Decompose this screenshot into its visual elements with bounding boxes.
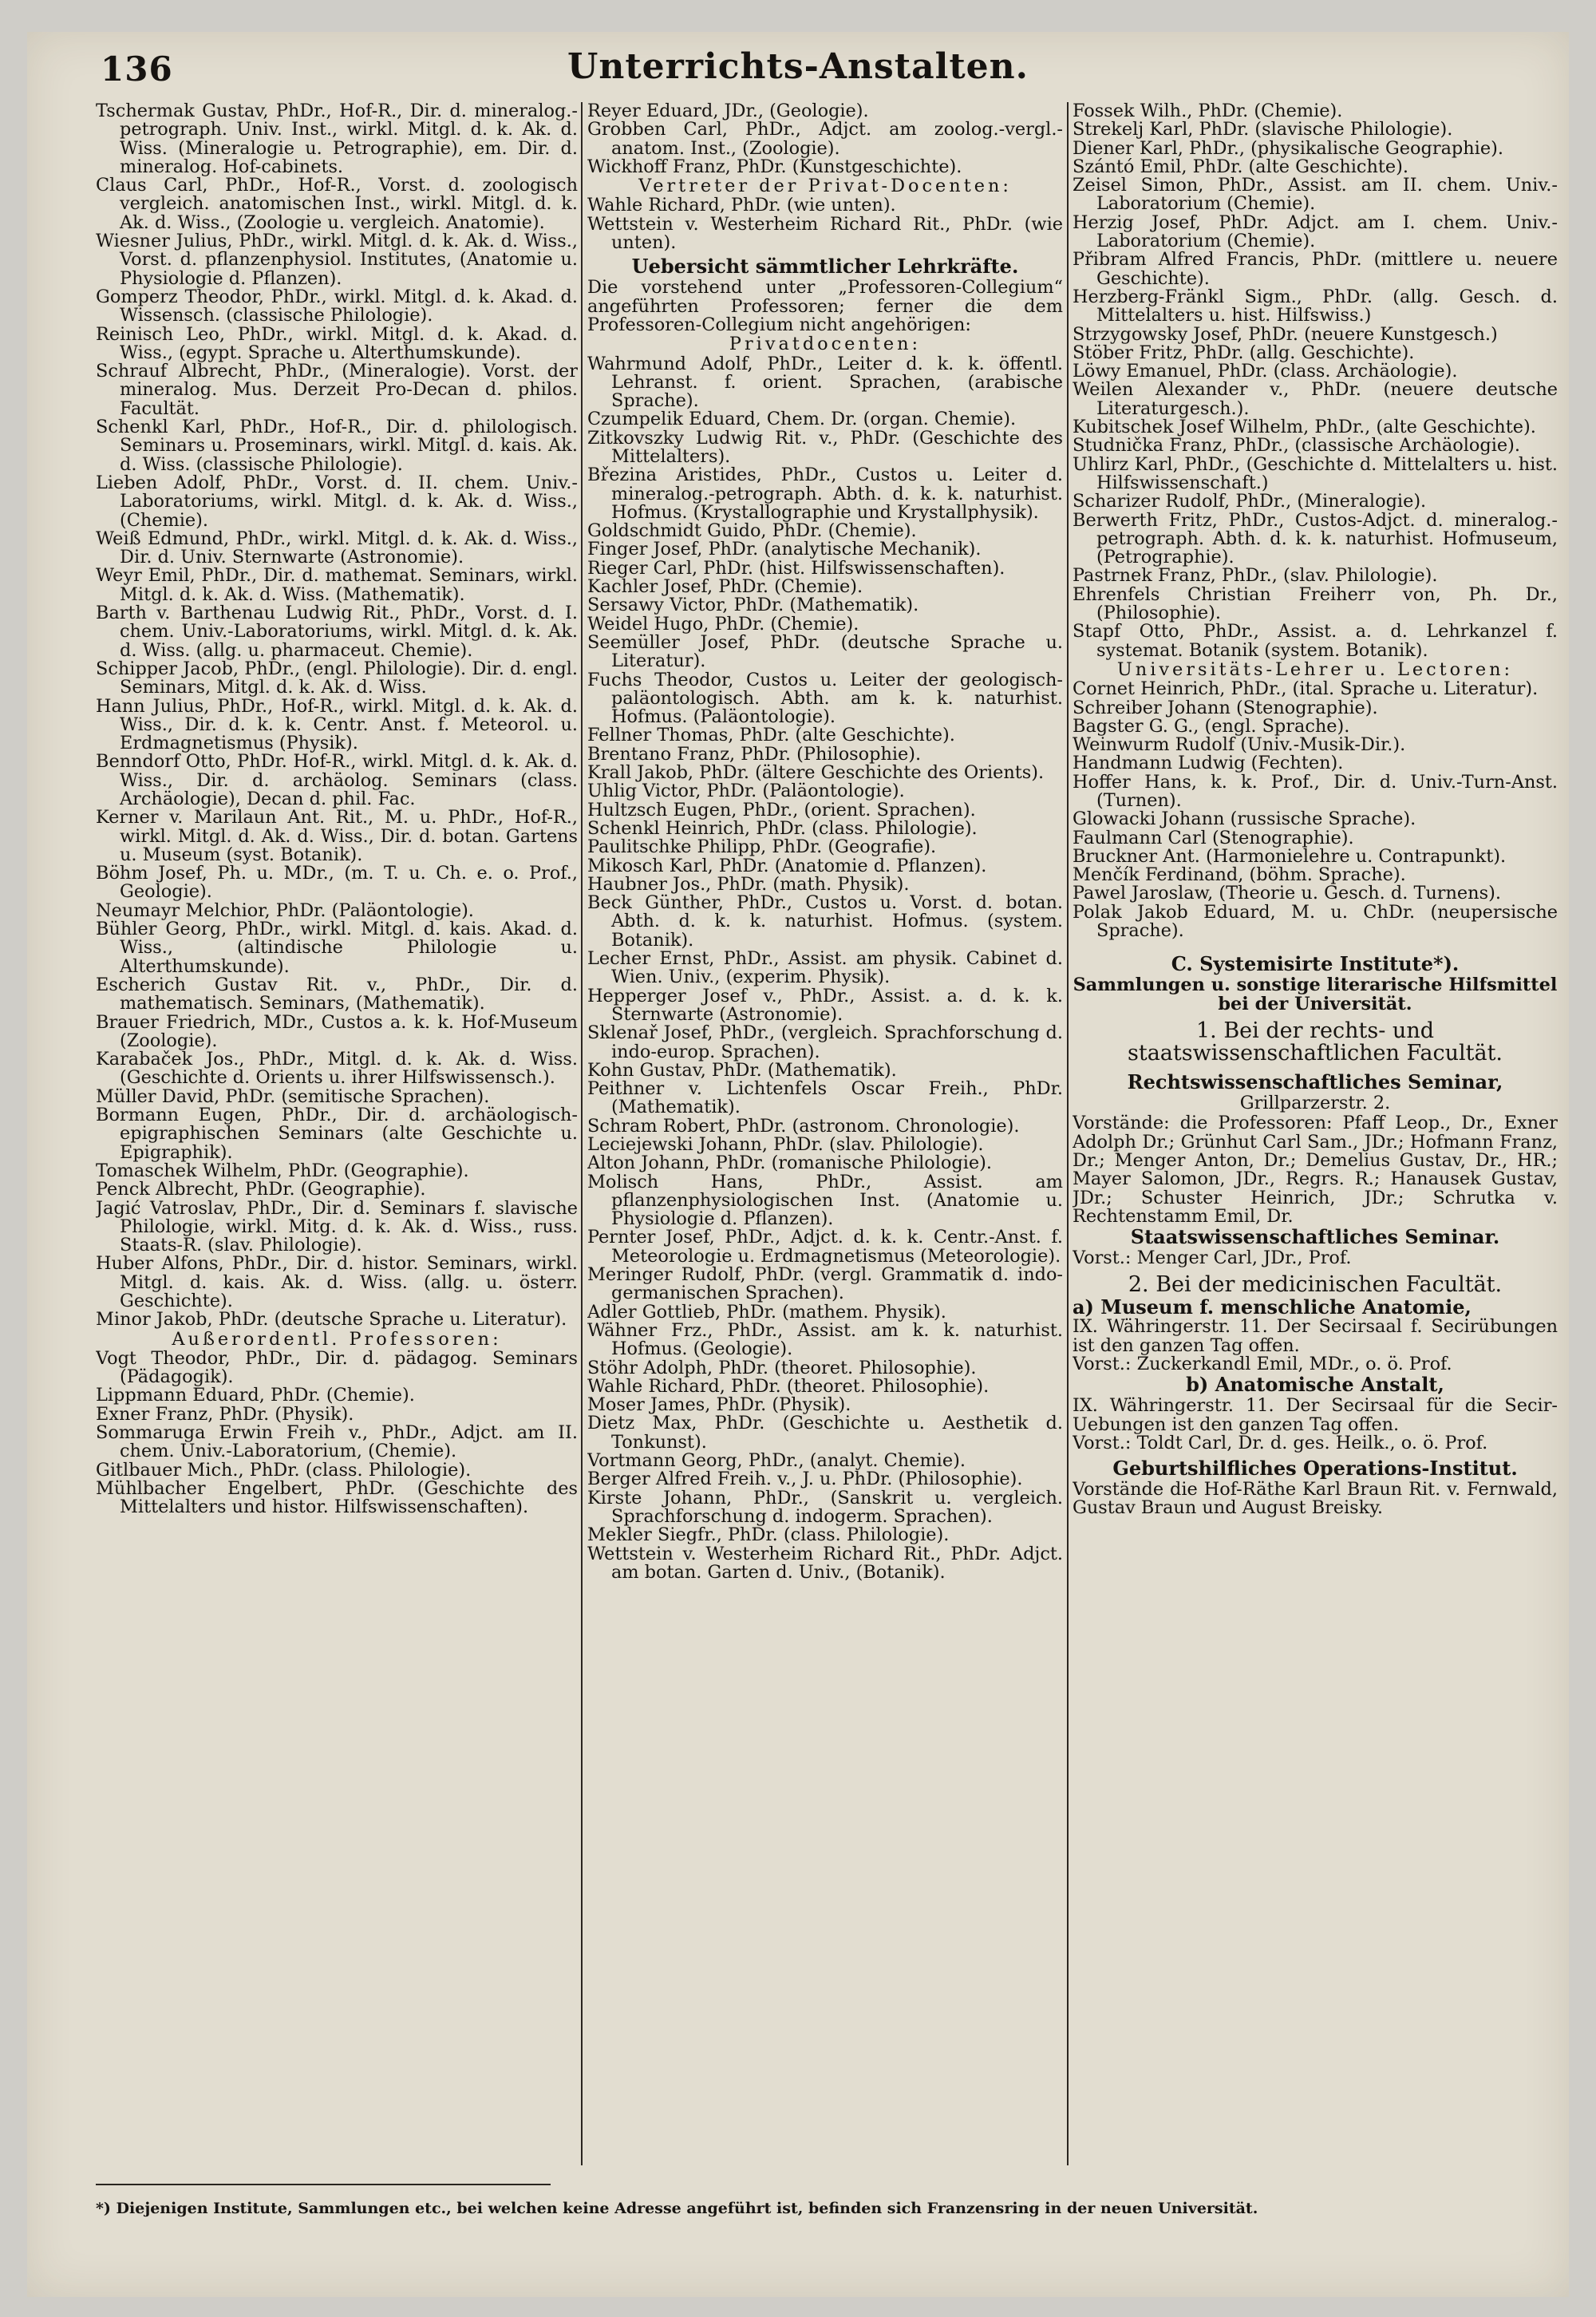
overview-text: Die vorstehend unter „Professoren-Collegium“ angeführten Professoren; ferner die dem Professoren-Collegium nicht angehörigen: [587,277,1063,335]
entry: Minor Jakob, PhDr. (deutsche Sprache u. Literatur). [96,1309,567,1330]
entry: Kachler Josef, PhDr. (Chemie). [587,576,863,598]
entry: Strzygowsky Josef, PhDr. (neuere Kunstgesch.) [1073,323,1498,345]
entry: Czumpelik Eduard, Chem. Dr. (organ. Chemie). [587,409,1017,430]
col2-entries-top [587,102,1063,176]
anat-title: b) Anatomische Anstalt, [1186,1373,1444,1397]
column-1 [96,102,578,2165]
entry: Schenkl Karl, PhDr., Hof-R., Dir. d. philologisch. Seminars u. Proseminars, wirkl. Mitgl. d. kais. Ak. d. Wiss. (classische Philologie). [96,417,578,475]
entry: Přibram Alfred Francis, PhDr. (mittlere u. neuere Geschichte). [1073,249,1558,289]
rw-seminar-address: Grillparzerstr. 2. [1239,1093,1391,1114]
entry: Zeisel Simon, PhDr., Assist. am II. chem. Univ.-Laboratorium (Chemie). [1073,175,1558,215]
entry: Gitlbauer Mich., PhDr. (class. Philologie). [96,1459,472,1481]
entry: Bruckner Ant. (Harmonielehre u. Contrapunkt). [1073,845,1507,867]
entry: Scharizer Rudolf, PhDr., (Mineralogie). [1073,491,1427,512]
entry: Hepperger Josef v., PhDr., Assist. a. d. k. k. Sternwarte (Astronomie). [587,985,1063,1025]
entry: Wähner Frz., PhDr., Assist. am k. k. naturhist. Hofmus. (Geologie). [587,1319,1063,1360]
extraordinary-professors-heading: Außerordentl. Professoren: [172,1328,502,1350]
section-c-heading: C. Systemisirte Institute*). [1171,952,1460,976]
entry: Weidel Hugo, PhDr. (Chemie). [587,613,859,635]
column-divider-1 [581,102,583,2165]
entry: Reinisch Leo, PhDr., wirkl. Mitgl. d. k. Akad. d. Wiss., (egypt. Sprache u. Alterthumskunde). [96,323,578,363]
entry: Grobben Carl, PhDr., Adjct. am zoolog.-vergl.-anatom. Inst., (Zoologie). [587,119,1063,159]
ordinary-professors-list [96,102,578,1330]
entry: Leciejewski Johann, PhDr. (slav. Philologie). [587,1133,984,1155]
entry: Wettstein v. Westerheim Richard Rit., PhDr. (wie unten). [587,213,1063,254]
footnote-rule [96,2184,551,2185]
anat-text: IX. Währingerstr. 11. Der Secirsaal für die Secir-Uebungen ist den ganzen Tag offen. [1073,1395,1558,1435]
entry: Gomperz Theodor, PhDr., wirkl. Mitgl. d. k. Akad. d. Wissensch. (classische Philologie). [96,286,578,326]
entry: Goldschmidt Guido, PhDr. (Chemie). [587,520,917,542]
entry: Wiesner Julius, PhDr., wirkl. Mitgl. d. k. Ak. d. Wiss., Vorst. d. pflanzenphysiol. Institutes, (Anatomie u. Physiologie d. Pflanzen). [96,231,578,289]
entry: Kubitschek Josef Wilhelm, PhDr., (alte Geschichte). [1073,417,1536,438]
museum-vorst: Vorst.: Zuckerkandl Emil, MDr., o. ö. Prof. [1073,1353,1452,1374]
entry: Weyr Emil, PhDr., Dir. d. mathemat. Seminars, wirkl. Mitgl. d. k. Ak. d. Wiss. (Mathematik). [96,565,578,605]
running-title: Unterrichts-Anstalten. [567,46,1029,87]
entry: Vogt Theodor, PhDr., Dir. d. pädagog. Seminars (Pädagogik). [96,1347,578,1388]
entry: Rieger Carl, PhDr. (hist. Hilfswissenschaften). [587,557,1005,579]
entry: Weilen Alexander v., PhDr. (neuere deutsche Literaturgesch.). [1073,379,1558,419]
entry: Barth v. Barthenau Ludwig Rit., PhDr., Vorst. d. I. chem. Univ.-Laboratoriums, wirkl. Mitgl. d. k. Ak. d. Wiss. (allg. u. pharmaceut. Chemie). [96,603,578,661]
entry: Kerner v. Marilaun Ant. Rit., M. u. PhDr., Hof-R., wirkl. Mitgl. d. Ak. d. Wiss., Dir. d. botan. Gartens u. Museum (syst. Botanik). [96,807,578,865]
entry: Bühler Georg, PhDr., wirkl. Mitgl. d. kais. Akad. d. Wiss., (altindische Philologie u. Alterthumskunde). [96,919,578,977]
entry: Březina Aristides, PhDr., Custos u. Leiter d. mineralog.-petrograph. Abth. d. k. k. naturhist. Hofmus. (Krystallographie und Krystallphysik). [587,465,1063,523]
entry: Diener Karl, PhDr., (physikalische Geographie). [1073,137,1503,159]
entry: Schrauf Albrecht, PhDr., (Mineralogie). Vorst. der mineralog. Mus. Derzeit Pro-Decan d. philos. Facultät. [96,361,578,419]
entry: Wahle Richard, PhDr. (wie unten). [587,195,896,216]
entry: Uhlig Victor, PhDr. (Paläontologie). [587,781,905,802]
entry: Zitkovszky Ludwig Rit. v., PhDr. (Geschichte des Mittelalters). [587,427,1063,467]
geb-title: Geburtshilfliches Operations-Institut. [1112,1457,1518,1481]
entry: Beck Günther, PhDr., Custos u. Vorst. d. botan. Abth. d. k. k. naturhist. Hofmus. (system. Botanik). [587,892,1063,951]
column-2 [587,102,1063,2165]
entry: Haubner Jos., PhDr. (math. Physik). [587,873,910,895]
page-number: 136 [101,49,173,89]
entry: Fellner Thomas, PhDr. (alte Geschichte). [587,725,955,746]
entry: Wahrmund Adolf, PhDr., Leiter d. k. k. öffentl. Lehranst. f. orient. Sprachen, (arabische Sprache). [587,353,1063,412]
entry: Molisch Hans, PhDr., Assist. am pflanzenphysiologischen Inst. (Anatomie u. Physiologie d. Pflanzen). [587,1171,1063,1230]
entry: Kohn Gustav, PhDr. (Mathematik). [587,1059,897,1081]
entry: Lippmann Eduard, PhDr. (Chemie). [96,1385,415,1406]
entry: Pastrnek Franz, PhDr., (slav. Philologie). [1073,565,1438,587]
entry: Tschermak Gustav, PhDr., Hof-R., Dir. d. mineralog.-petrograph. Univ. Inst., wirkl. Mitgl. d. k. Ak. d. Wiss. (Mineralogie u. Petrographie), em. Dir. d. mineralog. Hof-cabinets. [96,102,578,177]
entry: Neumayr Melchior, PhDr. (Paläontologie). [96,900,474,921]
entry: Lieben Adolf, PhDr., Vorst. d. II. chem. Univ.-Laboratoriums, wirkl. Mitgl. d. k. Ak. d. Wiss., (Chemie). [96,472,578,531]
entry: Stöber Fritz, PhDr. (allg. Geschichte). [1073,342,1415,363]
entry: Böhm Josef, Ph. u. MDr., (m. T. u. Ch. e. o. Prof., Geologie). [96,863,578,903]
entry: Mekler Siegfr., PhDr. (class. Philologie). [587,1524,950,1546]
column-3 [1073,102,1558,2165]
entry: Kirste Johann, PhDr., (Sanskrit u. vergleich. Sprachforschung d. indogerm. Sprachen). [587,1487,1063,1527]
entry: Mühlbacher Engelbert, PhDr. (Geschichte des Mittelalters und histor. Hilfswissenschaften). [96,1477,578,1518]
entry: Handmann Ludwig (Fechten). [1073,753,1344,774]
entry: Benndorf Otto, PhDr. Hof-R., wirkl. Mitgl. d. k. Ak. d. Wiss., Dir. d. archäolog. Seminars (class. Archäologie), Decan d. phil. Fac. [96,751,578,809]
entry: Hultzsch Eugen, PhDr., (orient. Sprachen). [587,799,976,820]
entry: Brentano Franz, PhDr. (Philosophie). [587,743,922,765]
entry: Krall Jakob, PhDr. (ältere Geschichte des Orients). [587,762,1045,784]
entry: Adler Gottlieb, PhDr. (mathem. Physik). [587,1301,946,1323]
entry: Huber Alfons, PhDr., Dir. d. histor. Seminars, wirkl. Mitgl. d. kais. Ak. d. Wiss. (allg. u. österr. Geschichte). [96,1253,578,1311]
entry: Dietz Max, PhDr. (Geschichte u. Aesthetik d. Tonkunst). [587,1413,1063,1453]
entry: Exner Franz, PhDr. (Physik). [96,1403,354,1425]
entry: Stapf Otto, PhDr., Assist. a. d. Lehrkanzel f. systemat. Botanik (system. Botanik). [1073,621,1558,661]
entry: Cornet Heinrich, PhDr., (ital. Sprache u. Literatur). [1073,678,1539,700]
vertreter-heading: Vertreter der Privat-Docenten: [638,176,1012,197]
lectors-heading: Universitäts-Lehrer u. Lectoren: [1116,658,1514,680]
entry: Sersawy Victor, PhDr. (Mathematik). [587,595,919,616]
museum-title: a) Museum f. menschliche Anatomie, [1073,1295,1472,1319]
rw-seminar-text: Vorstände: die Professoren: Pfaff Leop., Dr., Exner Adolph Dr.; Grünhut Carl Sam., JDr.; Hofmann Franz, Dr.; Menger Anton, Dr.; Demelius Gustav, Dr., HR.; Mayer Salomon, JDr., Regrs. R.; Hanausek Gustav, JDr.; Schuster Heinrich, JDr.; Schrutka v. Rechtenstamm Emil, Dr. [1073,1113,1558,1227]
entry: Uhlirz Karl, PhDr., (Geschichte d. Mittelalters u. hist. Hilfswissenschaft.) [1073,453,1558,493]
entry: Hoffer Hans, k. k. Prof., Dir. d. Univ.-Turn-Anst. (Turnen). [1073,771,1558,811]
entry: Szántó Emil, PhDr. (alte Geschichte). [1073,156,1408,177]
entry: Paulitschke Philipp, PhDr. (Geografie). [587,836,937,858]
sw-seminar-text: Vorst.: Menger Carl, JDr., Prof. [1073,1247,1352,1269]
entry: Schreiber Johann (Stenographie). [1073,697,1378,718]
entry: Wickhoff Franz, PhDr. (Kunstgeschichte). [587,156,962,177]
col2-entries-vertreter [587,196,1063,252]
entry: Fuchs Theodor, Custos u. Leiter der geologisch-paläontologisch. Abth. am k. k. naturhist. Hofmus. (Paläontologie). [587,669,1063,728]
col3-privatdocenten-list [1073,102,1558,660]
column-divider-2 [1067,102,1069,2165]
museum-text: IX. Währingerstr. 11. Der Secirsaal f. Secirübungen ist den ganzen Tag offen. [1073,1316,1558,1356]
faculty-2-heading: 2. Bei der medicinischen Facultät. [1128,1272,1503,1298]
entry: Hann Julius, PhDr., Hof-R., wirkl. Mitgl. d. k. Ak. d. Wiss., Dir. d. k. k. Centr. Anst. f. Meteorol. u. Erdmagnetismus (Physik). [96,695,578,754]
entry: Menčík Ferdinand, (böhm. Sprache). [1073,864,1406,886]
entry: Weiß Edmund, PhDr., wirkl. Mitgl. d. k. Ak. d. Wiss., Dir. d. Univ. Sternwarte (Astronomie). [96,528,578,568]
extraordinary-professors-list [96,1347,578,1518]
privatdocenten-heading: Privatdocenten: [729,334,922,355]
entry: Lecher Ernst, PhDr., Assist. am physik. Cabinet d. Wien. Univ., (experim. Physik). [587,948,1063,988]
entry: Wettstein v. Westerheim Richard Rit., PhDr. Adjct. am botan. Garten d. Univ., (Botanik). [587,1543,1063,1583]
entry: Herzig Josef, PhDr. Adjct. am I. chem. Univ.-Laboratorium (Chemie). [1073,212,1558,252]
entry: Reyer Eduard, JDr., (Geologie). [587,102,869,121]
entry: Claus Carl, PhDr., Hof-R., Vorst. d. zoologisch vergleich. anatomischen Inst., wirkl. Mitgl. d. k. Ak. d. Wiss., (Zoologie u. vergleich. Anatomie). [96,175,578,233]
footnote: *) Diejenigen Institute, Sammlungen etc., bei welchen keine Adresse angeführt ist, befinden sich Franzensring in der neuen Universität. [96,2200,1258,2217]
entry: Sklenař Josef, PhDr., (vergleich. Sprachforschung d. indo-europ. Sprachen). [587,1022,1063,1062]
entry: Seemüller Josef, PhDr. (deutsche Sprache u. Literatur). [587,631,1063,672]
entry: Mikosch Karl, PhDr. (Anatomie d. Pflanzen). [587,855,987,876]
entry: Studnička Franz, PhDr., (classische Archäologie). [1073,435,1520,457]
entry: Jagić Vatroslav, PhDr., Dir. d. Seminars f. slavische Philologie, wirkl. Mitg. d. k. Ak. d. Wiss., russ. Staats-R. (slav. Philologie). [96,1197,578,1256]
entry: Brauer Friedrich, MDr., Custos a. k. k. Hof-Museum (Zoologie). [96,1011,578,1051]
entry: Glowacki Johann (russische Sprache). [1073,809,1416,830]
lectors-list [1073,680,1558,940]
entry: Polak Jakob Eduard, M. u. ChDr. (neupersische Sprache). [1073,901,1558,942]
entry: Sommaruga Erwin Freih v., PhDr., Adjct. am II. chem. Univ.-Laboratorium, (Chemie). [96,1422,578,1462]
entry: Herzberg-Fränkl Sigm., PhDr. (allg. Gesch. d. Mittelalters u. hist. Hilfswiss.) [1073,286,1558,326]
entry: Pawel Jaroslaw, (Theorie u. Gesch. d. Turnens). [1073,883,1501,904]
entry: Schram Robert, PhDr. (astronom. Chronologie). [587,1115,1020,1137]
entry: Tomaschek Wilhelm, PhDr. (Geographie). [96,1160,469,1181]
entry: Penck Albrecht, PhDr. (Geographie). [96,1179,426,1200]
overview-heading: Uebersicht sämmtlicher Lehrkräfte. [631,255,1019,279]
entry: Wahle Richard, PhDr. (theoret. Philosophie). [587,1375,990,1397]
entry: Bagster G. G., (engl. Sprache). [1073,715,1350,737]
entry: Faulmann Carl (Stenographie). [1073,827,1354,848]
entry: Berwerth Fritz, PhDr., Custos-Adjct. d. mineralog.-petrograph. Abth. d. k. k. naturhist. Hofmuseum, (Petrographie). [1073,509,1558,568]
entry: Alton Johann, PhDr. (romanische Philologie). [587,1153,992,1174]
section-c-subheading: Sammlungen u. sonstige literarische Hilfsmittel bei der Universität. [1073,975,1558,1014]
entry: Löwy Emanuel, PhDr. (class. Archäologie). [1073,361,1458,382]
entry: Schipper Jacob, PhDr., (engl. Philologie). Dir. d. engl. Seminars, Mitgl. d. k. Ak. d. Wiss. [96,658,578,698]
entry: Vortmann Georg, PhDr., (analyt. Chemie). [587,1450,966,1472]
entry: Pernter Josef, PhDr., Adjct. d. k. k. Centr.-Anst. f. Meteorologie u. Erdmagnetismus (Meteorologie). [587,1227,1063,1267]
entry: Peithner v. Lichtenfels Oscar Freih., PhDr. (Mathematik). [587,1078,1063,1118]
entry: Escherich Gustav Rit. v., PhDr., Dir. d. mathematisch. Seminars, (Mathematik). [96,974,578,1014]
privatdocenten-list [587,355,1063,1583]
sw-seminar-title: Staatswissenschaftliches Seminar. [1130,1225,1500,1249]
anat-vorst: Vorst.: Toldt Carl, Dr. d. ges. Heilk., o. ö. Prof. [1073,1432,1488,1453]
entry: Moser James, PhDr. (Physik). [587,1394,851,1416]
faculty-1-heading: 1. Bei der rechts- und staatswissenschaftlichen Facultät. [1128,1018,1503,1066]
entry: Meringer Rudolf, PhDr. (vergl. Grammatik d. indo-germanischen Sprachen). [587,1264,1063,1304]
entry: Müller David, PhDr. (semitische Sprachen). [96,1085,490,1107]
entry: Berger Alfred Freih. v., J. u. PhDr. (Philosophie). [587,1469,1023,1490]
rw-seminar-title: Rechtswissenschaftliches Seminar, [1127,1070,1503,1094]
entry: Stöhr Adolph, PhDr. (theoret. Philosophie). [587,1357,977,1378]
entry: Weinwurm Rudolf (Univ.-Musik-Dir.). [1073,734,1406,756]
entry: Fossek Wilh., PhDr. (Chemie). [1073,102,1343,121]
entry: Ehrenfels Christian Freiherr von, Ph. Dr., (Philosophie). [1073,583,1558,624]
entry: Strekelj Karl, PhDr. (slavische Philologie). [1073,119,1453,140]
entry: Karabaček Jos., PhDr., Mitgl. d. k. Ak. d. Wiss. (Geschichte d. Orients u. ihrer Hilfswissensch.). [96,1049,578,1089]
entry: Schenkl Heinrich, PhDr. (class. Philologie). [587,817,978,839]
geb-text: Vorstände die Hof-Räthe Karl Braun Rit. v. Fernwald, Gustav Braun und August Breisky. [1073,1479,1558,1519]
entry: Bormann Eugen, PhDr., Dir. d. archäologisch-epigraphischen Seminars (alte Geschichte u. Epigraphik). [96,1105,578,1163]
entry: Finger Josef, PhDr. (analytische Mechanik). [587,539,982,560]
